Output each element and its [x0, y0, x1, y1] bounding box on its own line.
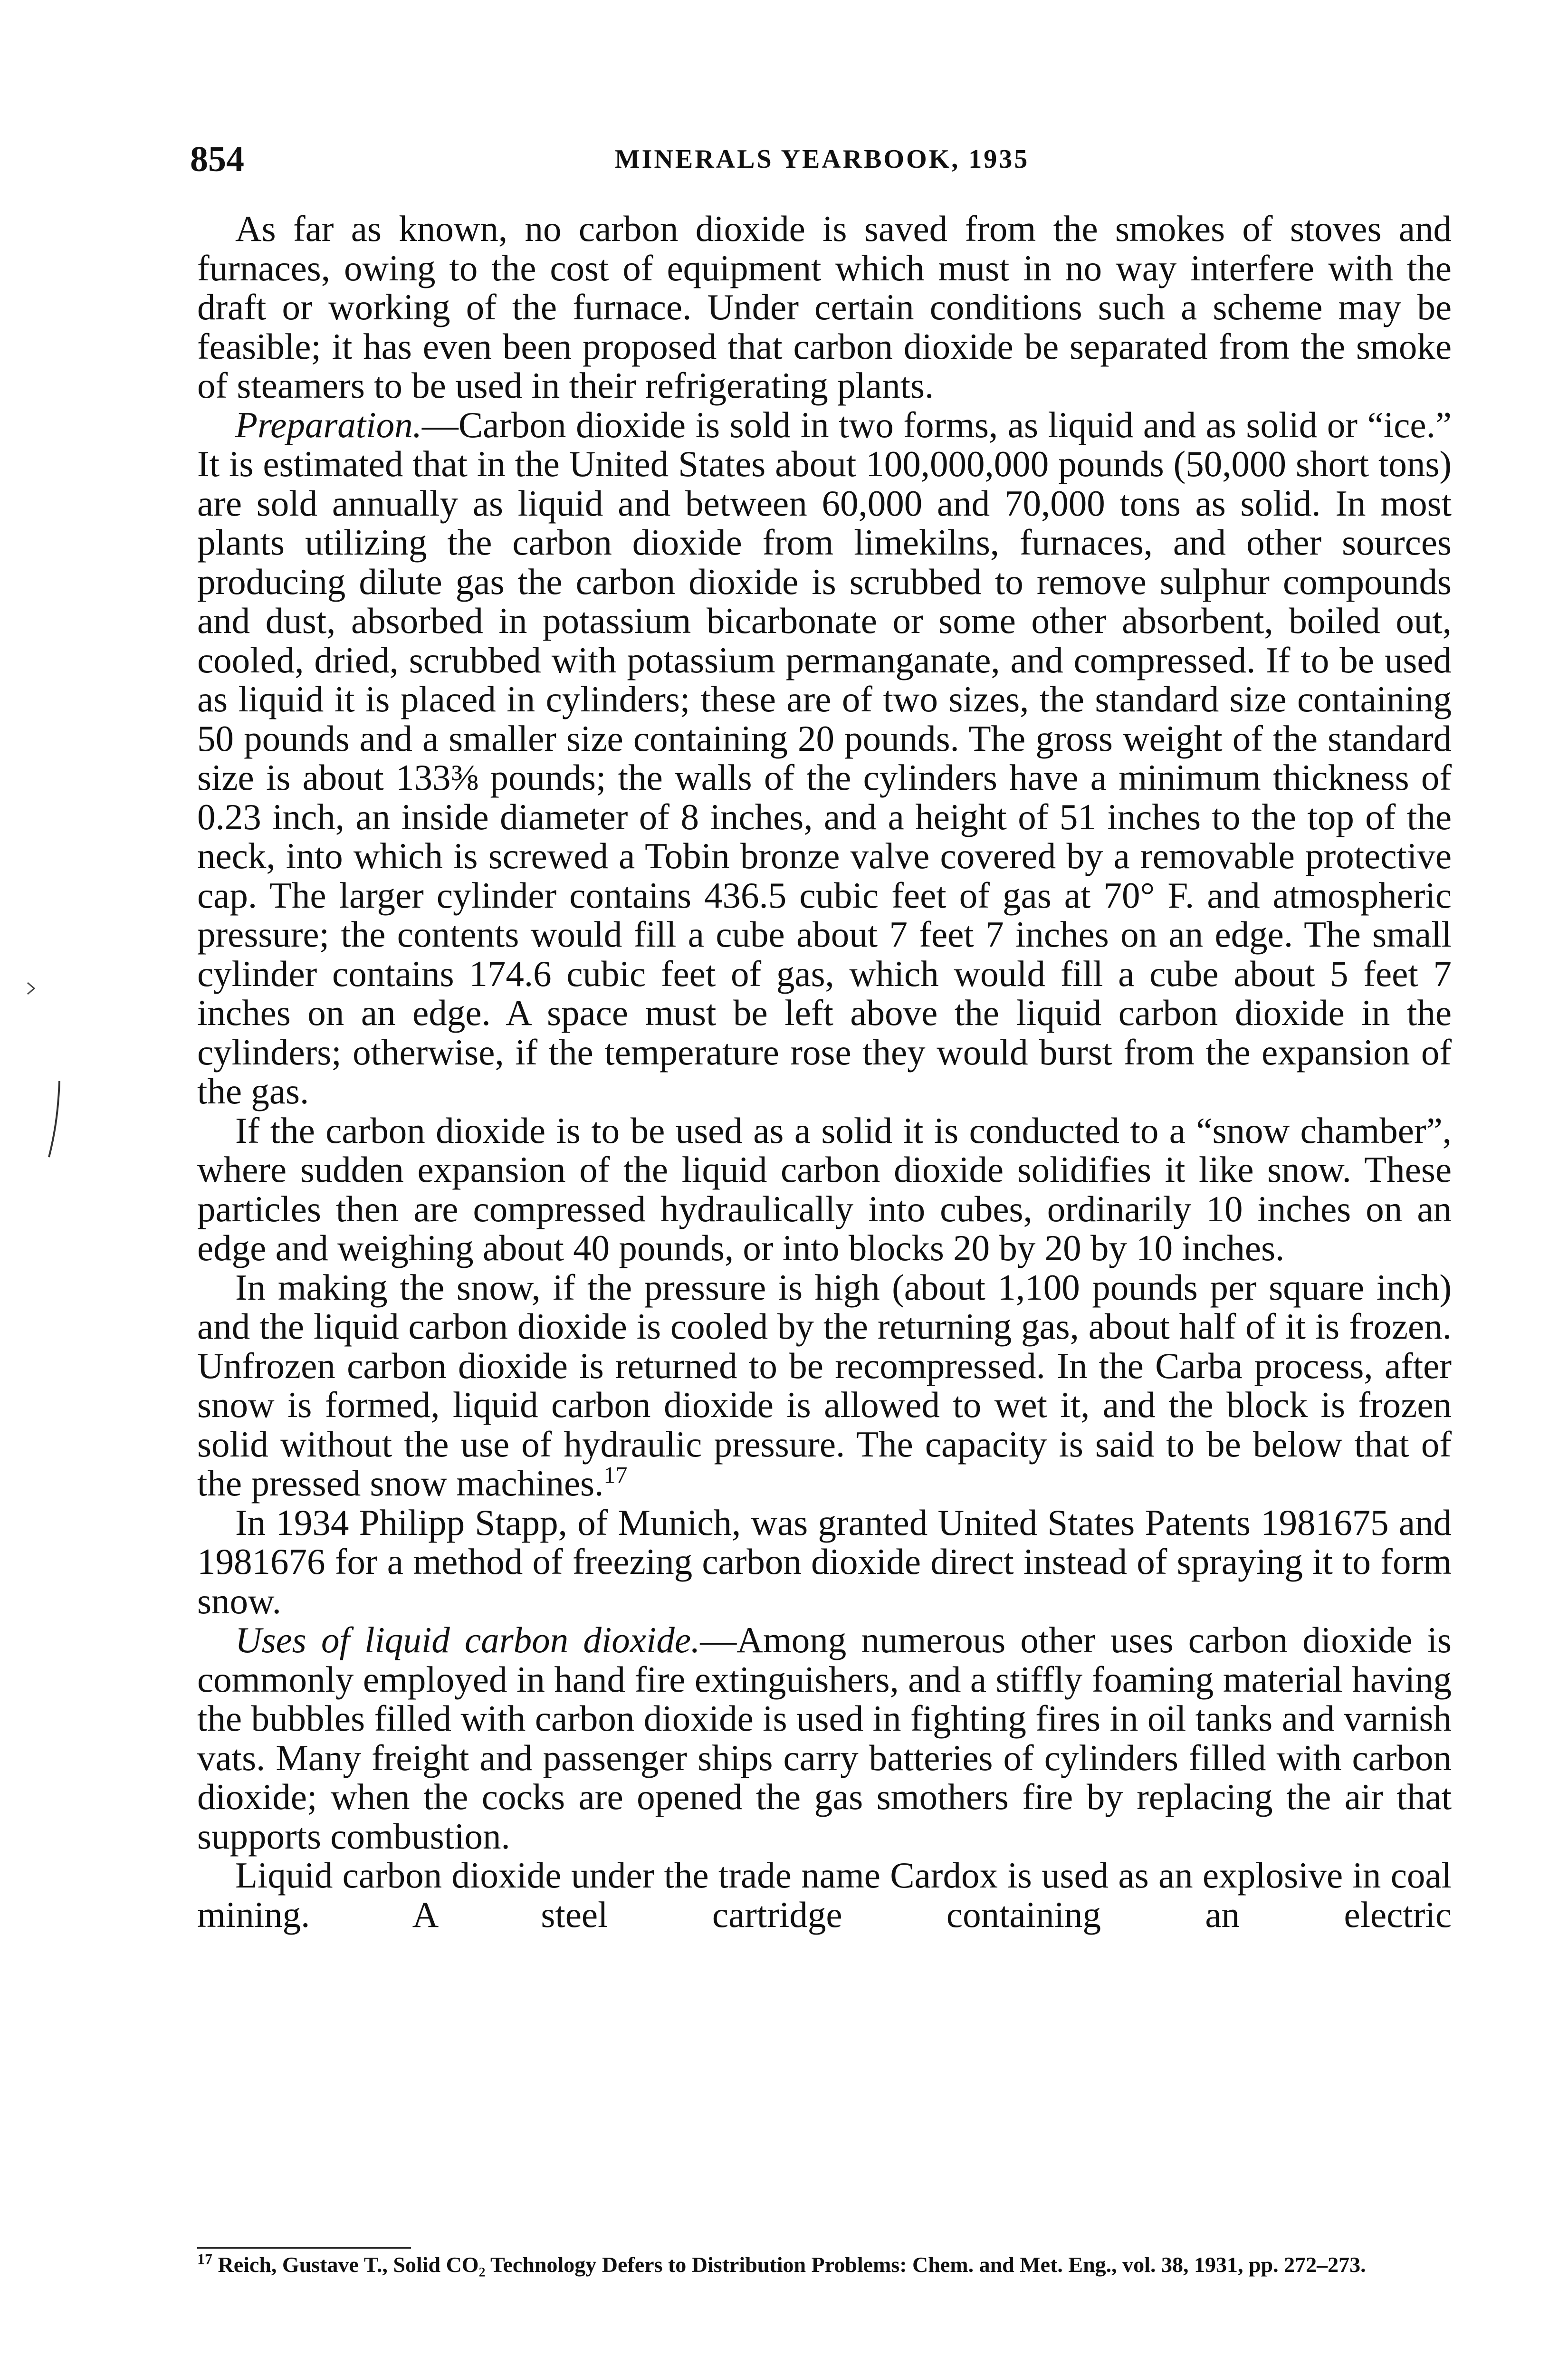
margin-mark [24, 979, 38, 998]
paragraph-text: —Among numerous other uses carbon dioxide is commonly employed in hand fire extinguishers, and a stiffly foaming material having the bubbles filled with carbon dioxide is used in fighting fires in oil tanks and varnish vats. Many freight and passenger ships carry batteries of cylinders filled with carbon dioxide; when the cocks are opened the gas smothers fire by replacing the air that supports combustion. [197, 1619, 1452, 1857]
paragraph [197, 1620, 1452, 1856]
paragraph-text: —Carbon dioxide is sold in two forms, as liquid and as solid or “ice.” It is estimated that in the United States about 100,000,000 pounds (50,000 short tons) are sold annually as liquid and between 60,000 and 70,000 tons as solid. In most plants utilizing the carbon dioxide from limekilns, furnaces, and other sources producing dilute gas the carbon dioxide is scrubbed to remove sulphur compounds and dust, absorbed in potassium bicarbonate or some other absorbent, boiled out, cooled, dried, scrubbed with potassium permanganate, and compressed. If to be used as liquid it is placed in cylinders; these are of two sizes, the standard size containing 50 pounds and a smaller size containing 20 pounds. The gross weight of the standard size is about 133⅜ pounds; the walls of the cylinders have a minimum thickness of 0.23 inch, an inside diameter of 8 inches, and a height of 51 inches to the top of the neck, into which is screwed a Tobin bronze valve covered by a removable protective cap. The larger cylinder contains 436.5 cubic feet of gas at 70° F. and atmospheric pressure; the contents would fill a cube about 7 feet 7 inches on an edge. The small cylinder contains 174.6 cubic feet of gas, which would fill a cube about 5 feet 7 inches on an edge. A space must be left above the liquid carbon dioxide in the cylinders; otherwise, if the temperature rose they would burst from the expansion of the gas. [197, 404, 1452, 1111]
section-runin-heading: Uses of liquid carbon dioxide. [235, 1619, 700, 1660]
paragraph [197, 1111, 1452, 1268]
paragraph-text: As far as known, no carbon dioxide is saved from the smokes of stoves and furnaces, owing to the cost of equipment which must in no way interfere with the draft or working of the furnace. Under certain conditions such a scheme may be feasible; it has even been proposed that carbon dioxide be separated from the smoke of steamers to be used in their refrigerating plants. [197, 208, 1452, 406]
paragraph [197, 1856, 1452, 1934]
margin-mark [45, 1079, 64, 1159]
footnote-rule [197, 2247, 411, 2249]
footnote-text: Reich, Gustave T., Solid CO₂ Technology Defers to Distribution Problems: Chem. and Met. Eng., vol. 38, 1931, pp. 272–273. [218, 2252, 1366, 2277]
paragraph-text: In 1934 Philipp Stapp, of Munich, was granted United States Patents 1981675 and 1981676 for a method of freezing carbon dioxide direct instead of spraying it to form snow. [197, 1502, 1452, 1621]
footnote [197, 2252, 1452, 2277]
footnote-mark: 17 [197, 2250, 212, 2268]
page-header [190, 138, 1454, 181]
section-runin-heading: Preparation. [235, 404, 422, 445]
footnote-reference: 17 [603, 1461, 628, 1488]
paragraph-text: If the carbon dioxide is to be used as a solid it is conducted to a “snow chamber”, where sudden expansion of the liquid carbon dioxide solidifies it like snow. These particles then are compressed hydraulically into cubes, ordinarily 10 inches on an edge and weighing about 40 pounds, or into blocks 20 by 20 by 10 inches. [197, 1110, 1452, 1268]
paragraph [197, 1503, 1452, 1621]
page-number: 854 [190, 139, 244, 179]
paragraph [197, 405, 1452, 1111]
paragraph [197, 209, 1452, 405]
paragraph [197, 1268, 1452, 1503]
paragraph-text: In making the snow, if the pressure is high (about 1,100 pounds per square inch) and the liquid carbon dioxide is cooled by the returning gas, about half of it is frozen. Unfrozen carbon dioxide is returned to be recompressed. In the Carba process, after snow is formed, liquid carbon dioxide is allowed to wet it, and the block is frozen solid without the use of hydraulic pressure. The capacity is said to be below that of the pressed snow machines. [197, 1266, 1452, 1504]
body-text [197, 209, 1452, 1934]
running-head: MINERALS YEARBOOK, 1935 [614, 144, 1030, 174]
paragraph-text: Liquid carbon dioxide under the trade name Cardox is used as an explosive in coal mining. A steel cartridge containing an electric [197, 1855, 1452, 1935]
